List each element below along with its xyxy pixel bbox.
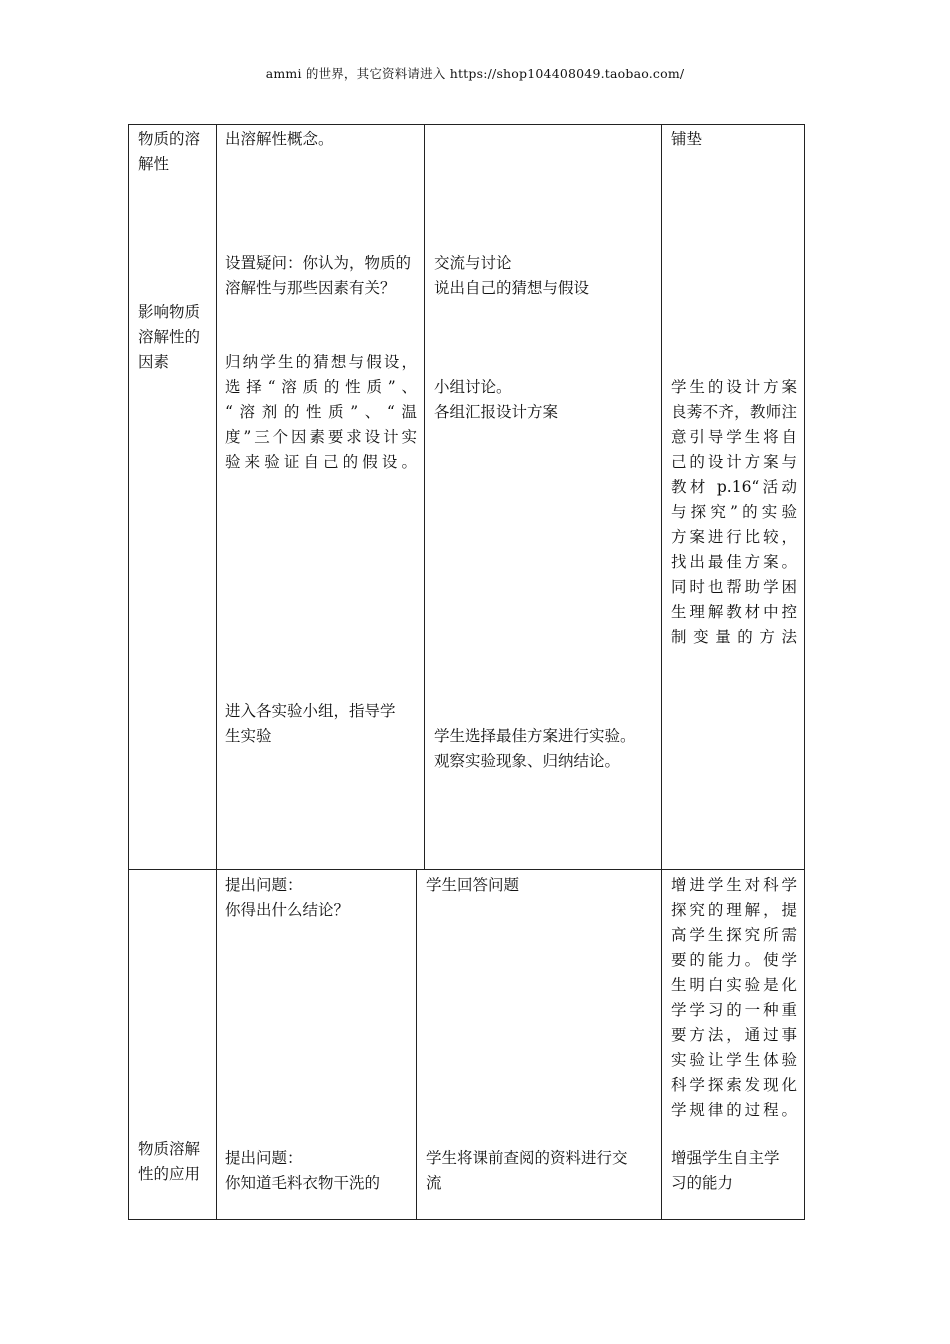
student-answer-2: 学生将课前查阅的资料进行交 流 [426, 1149, 628, 1192]
teacher-step-2: 设置疑问：你认为，物质的 溶解性与那些因素有关？ [225, 254, 412, 297]
topic-solubility: 物质的溶 解性 [138, 130, 201, 173]
column-intent [662, 870, 804, 1219]
intent-1: 铺垫 [671, 130, 703, 148]
lesson-table-2 [128, 870, 805, 1220]
column-topic [129, 125, 217, 869]
intent-2: 学生的设计方案 良莠不齐，教师注 意引导学生将自 己的设计方案与 教材 p.16“活动 与探究”的实验 方案进行比较， 找出最佳方案。 同时也帮助学困 生理解教材中控 制变量的方法 [671, 378, 797, 646]
teacher-question-1: 提出问题： 你得出什么结论？ [225, 876, 350, 919]
teacher-step-3: 归纳学生的猜想与假设， 选择“溶质的性质”、 “溶剂的性质”、“温 度”三个因素要求设计实 验来验证自己的假设。 [225, 353, 417, 471]
topic-factors: 影响物质 溶解性的 因素 [138, 303, 201, 371]
column-student [417, 870, 662, 1219]
column-student [425, 125, 662, 869]
intent-3: 增进学生对科学 探究的理解，提 高学生探究所需 要的能力。使学 生明白实验是化 学学习的一种重 要方法，通过事 实验让学生体验 科学探索发现化 学规律的过程。 [671, 876, 797, 1119]
student-step-3: 学生选择最佳方案进行实验。 观察实验现象、归纳结论。 [434, 727, 636, 770]
page-header: ammi 的世界，其它资料请进入 https://shop104408049.taobao.com/ [265, 66, 685, 81]
teacher-step-4: 进入各实验小组，指导学 生实验 [225, 702, 396, 745]
lesson-table-1 [128, 124, 805, 870]
student-step-1: 交流与讨论 说出自己的猜想与假设 [434, 254, 590, 297]
teacher-step-1: 出溶解性概念。 [225, 130, 334, 148]
student-step-2: 小组讨论。 各组汇报设计方案 [434, 378, 559, 421]
column-teacher [217, 125, 425, 869]
column-topic [129, 870, 217, 1219]
student-answer-1: 学生回答问题 [426, 876, 520, 894]
teacher-question-2: 提出问题： 你知道毛料衣物干洗的 [225, 1149, 381, 1192]
column-intent [662, 125, 804, 869]
column-teacher [217, 870, 417, 1219]
topic-application: 物质溶解 性的应用 [138, 1140, 201, 1183]
intent-4: 增强学生自主学 习的能力 [671, 1149, 780, 1192]
